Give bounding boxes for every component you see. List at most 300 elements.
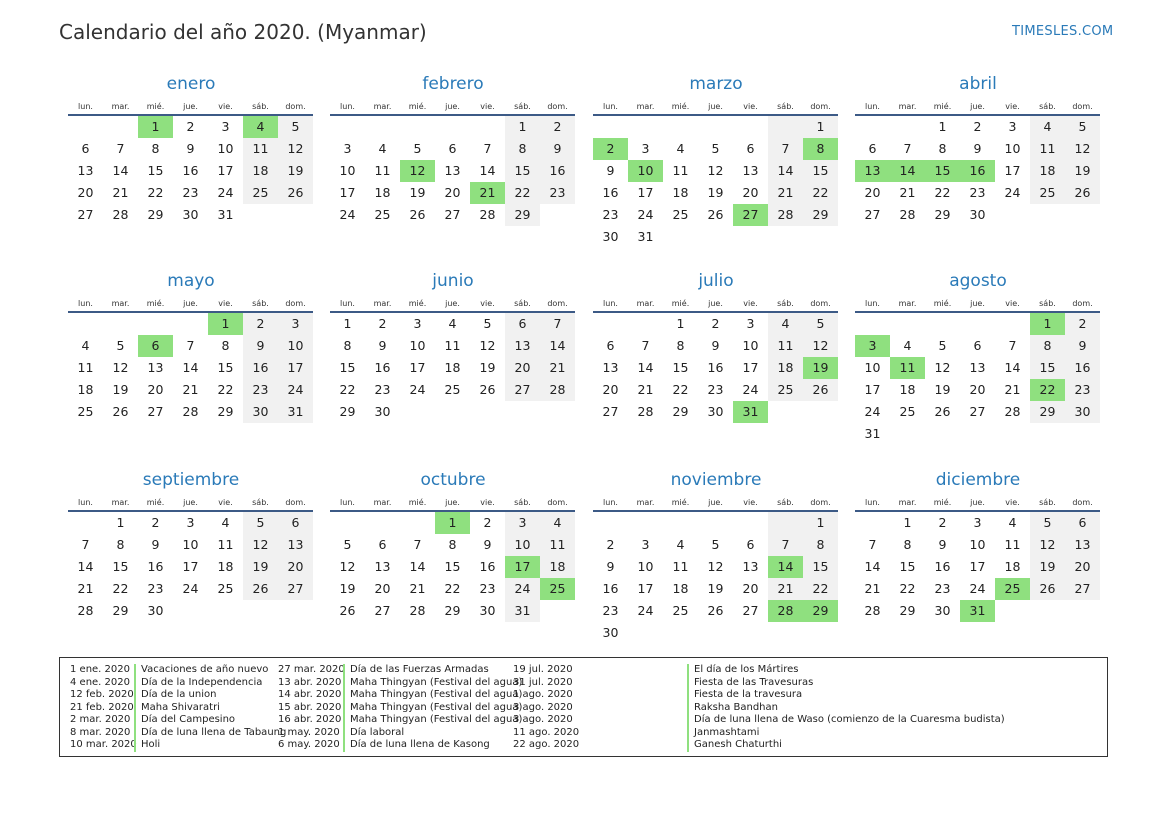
weekday-header: vie. (470, 96, 505, 116)
weekday-header: lun. (855, 492, 890, 512)
day-cell: 31 (278, 401, 313, 423)
weekday-header: sáb. (1030, 96, 1065, 116)
day-cell: 28 (768, 204, 803, 226)
day-cell: 7 (116, 141, 125, 156)
day-cell: 16 (243, 357, 278, 379)
holiday-name: Maha Thingyan (Festival del agua) (343, 714, 522, 727)
holiday-name: Holi (134, 739, 286, 752)
holiday-date: 21 feb. 2020 (70, 701, 134, 713)
day-cell: 26 (1030, 578, 1065, 600)
day-cell: 26 (339, 603, 356, 618)
empty-day-cell (628, 313, 663, 335)
day-cell: 31 (864, 426, 881, 441)
day-cell: 23 (479, 581, 496, 596)
month-days-grid (593, 492, 839, 644)
day-cell: 24 (409, 382, 426, 397)
day-cell: 24 (637, 603, 654, 618)
day-cell: 29 (803, 204, 838, 226)
month-days-grid (330, 96, 576, 226)
day-cell: 2 (243, 313, 278, 335)
day-cell: 2 (973, 119, 982, 134)
day-cell: 28 (1004, 404, 1021, 419)
weekday-header: mié. (663, 492, 698, 512)
month-days-grid (68, 96, 314, 226)
day-cell: 20 (1065, 556, 1100, 578)
day-cell: 11 (243, 138, 278, 160)
day-cell: 14 (77, 559, 94, 574)
day-cell: 13 (278, 534, 313, 556)
weekday-header: lun. (855, 96, 890, 116)
month-name: abril (959, 74, 997, 94)
day-cell: 15 (217, 360, 234, 375)
day-cell: 7 (1008, 338, 1017, 353)
weekday-header: dom. (540, 293, 575, 313)
holiday-day-cell: 25 (540, 578, 575, 600)
day-cell: 23 (602, 603, 619, 618)
day-cell: 31 (217, 207, 234, 222)
weekday-header: mar. (103, 492, 138, 512)
day-cell: 21 (768, 182, 803, 204)
day-cell: 22 (112, 581, 129, 596)
day-cell: 25 (672, 603, 689, 618)
day-cell: 10 (278, 335, 313, 357)
day-cell: 26 (803, 379, 838, 401)
day-cell: 31 (637, 229, 654, 244)
weekday-header: mié. (925, 293, 960, 313)
day-cell: 4 (221, 515, 230, 530)
day-cell: 17 (742, 360, 759, 375)
day-cell: 13 (77, 163, 94, 178)
day-cell: 23 (243, 379, 278, 401)
month-name: enero (166, 74, 216, 94)
day-cell: 12 (112, 360, 129, 375)
holiday-day-cell: 21 (470, 182, 505, 204)
day-cell: 8 (448, 537, 457, 552)
day-cell: 13 (374, 559, 391, 574)
day-cell: 24 (505, 578, 540, 600)
weekday-header: jue. (173, 96, 208, 116)
weekday-header: sáb. (243, 492, 278, 512)
day-cell: 1 (343, 316, 352, 331)
day-cell: 8 (1030, 335, 1065, 357)
weekday-header: jue. (960, 492, 995, 512)
weekday-header: vie. (733, 492, 768, 512)
day-cell: 5 (938, 338, 947, 353)
empty-day-cell (593, 512, 628, 534)
day-cell: 28 (77, 603, 94, 618)
day-cell: 9 (606, 559, 615, 574)
day-cell: 21 (1004, 382, 1021, 397)
weekday-header: dom. (540, 492, 575, 512)
day-cell: 1 (505, 116, 540, 138)
day-cell: 21 (182, 382, 199, 397)
day-cell: 20 (278, 556, 313, 578)
holiday-day-cell: 11 (890, 357, 925, 379)
weekday-header: vie. (208, 293, 243, 313)
empty-day-cell (855, 512, 890, 534)
month-abril (855, 72, 1101, 226)
day-cell: 12 (243, 534, 278, 556)
holiday-date: 8 mar. 2020 (70, 726, 131, 738)
day-cell: 10 (217, 141, 234, 156)
day-cell: 26 (409, 207, 426, 222)
weekday-header: vie. (208, 96, 243, 116)
weekday-header: dom. (540, 96, 575, 116)
weekday-header: dom. (803, 492, 838, 512)
month-days-grid (855, 293, 1101, 445)
day-cell: 10 (864, 360, 881, 375)
month-septiembre (68, 468, 314, 622)
holiday-date: 1 ago. 2020 (513, 689, 573, 700)
day-cell: 29 (672, 404, 689, 419)
day-cell: 21 (77, 581, 94, 596)
day-cell: 12 (934, 360, 951, 375)
holiday-day-cell: 29 (803, 600, 838, 622)
weekday-header: lun. (68, 492, 103, 512)
day-cell: 6 (868, 141, 877, 156)
day-cell: 1 (803, 116, 838, 138)
day-cell: 24 (182, 581, 199, 596)
empty-day-cell (68, 116, 103, 138)
holiday-date: 27 mar. 2020 (278, 664, 345, 675)
weekday-header: vie. (470, 293, 505, 313)
weekday-header: sáb. (768, 293, 803, 313)
weekday-header: mié. (138, 293, 173, 313)
holiday-date: 3 ago. 2020 (513, 701, 573, 713)
day-cell: 9 (483, 537, 492, 552)
day-cell: 28 (182, 404, 199, 419)
day-cell: 6 (746, 141, 755, 156)
day-cell: 24 (637, 207, 654, 222)
month-agosto (855, 269, 1101, 445)
weekday-header: mar. (628, 96, 663, 116)
day-cell: 5 (803, 313, 838, 335)
day-cell: 19 (339, 581, 356, 596)
day-cell: 16 (602, 581, 619, 596)
day-cell: 6 (448, 141, 457, 156)
holiday-day-cell: 28 (768, 600, 803, 622)
day-cell: 16 (1065, 357, 1100, 379)
weekday-header: jue. (960, 96, 995, 116)
day-cell: 11 (1030, 138, 1065, 160)
day-cell: 8 (505, 138, 540, 160)
day-cell: 23 (540, 182, 575, 204)
day-cell: 26 (707, 603, 724, 618)
day-cell: 9 (711, 338, 720, 353)
day-cell: 11 (768, 335, 803, 357)
day-cell: 22 (672, 382, 689, 397)
empty-day-cell (138, 313, 173, 335)
holiday-legend (59, 657, 1108, 757)
day-cell: 6 (746, 537, 755, 552)
empty-day-cell (960, 313, 995, 335)
day-cell: 3 (343, 141, 352, 156)
weekday-header: jue. (960, 293, 995, 313)
day-cell: 27 (505, 379, 540, 401)
empty-day-cell (733, 512, 768, 534)
empty-day-cell (890, 116, 925, 138)
holiday-name: Maha Thingyan (Festival del agua) (343, 689, 522, 702)
day-cell: 10 (182, 537, 199, 552)
day-cell: 19 (1065, 160, 1100, 182)
holiday-dates-col-1 (70, 664, 137, 752)
day-cell: 17 (409, 360, 426, 375)
day-cell: 8 (151, 141, 160, 156)
day-cell: 2 (1065, 313, 1100, 335)
day-cell: 13 (742, 559, 759, 574)
holiday-day-cell: 14 (890, 160, 925, 182)
weekday-header: mar. (103, 96, 138, 116)
day-cell: 16 (147, 559, 164, 574)
empty-day-cell (733, 116, 768, 138)
day-cell: 21 (409, 581, 426, 596)
day-cell: 4 (1030, 116, 1065, 138)
day-cell: 10 (637, 559, 654, 574)
day-cell: 15 (1030, 357, 1065, 379)
holiday-date: 15 abr. 2020 (278, 701, 342, 713)
day-cell: 5 (413, 141, 422, 156)
day-cell: 10 (339, 163, 356, 178)
day-cell: 27 (864, 207, 881, 222)
day-cell: 17 (637, 185, 654, 200)
holiday-date: 4 ene. 2020 (70, 676, 130, 688)
holiday-date: 10 mar. 2020 (70, 739, 137, 750)
day-cell: 6 (278, 512, 313, 534)
day-cell: 8 (676, 338, 685, 353)
holiday-name: Día laboral (343, 727, 522, 740)
day-cell: 7 (768, 138, 803, 160)
day-cell: 1 (938, 119, 947, 134)
day-cell: 3 (413, 316, 422, 331)
holiday-name: Ganesh Chaturthi (687, 739, 1005, 752)
month-days-grid (855, 492, 1101, 622)
month-days-grid (855, 96, 1101, 226)
day-cell: 18 (768, 357, 803, 379)
day-cell: 27 (77, 207, 94, 222)
day-cell: 29 (899, 603, 916, 618)
holiday-name: Maha Thingyan (Festival del agua) (343, 677, 522, 690)
day-cell: 20 (505, 357, 540, 379)
holiday-names-col-1 (134, 664, 286, 752)
day-cell: 10 (409, 338, 426, 353)
day-cell: 15 (803, 556, 838, 578)
day-cell: 8 (903, 537, 912, 552)
holiday-names-col-2 (343, 664, 522, 752)
holiday-name: Día de luna llena de Kasong (343, 739, 522, 752)
day-cell: 4 (448, 316, 457, 331)
day-cell: 22 (803, 182, 838, 204)
day-cell: 16 (374, 360, 391, 375)
day-cell: 22 (934, 185, 951, 200)
day-cell: 15 (112, 559, 129, 574)
day-cell: 8 (938, 141, 947, 156)
day-cell: 23 (182, 185, 199, 200)
day-cell: 22 (217, 382, 234, 397)
day-cell: 4 (676, 537, 685, 552)
day-cell: 20 (602, 382, 619, 397)
day-cell: 16 (707, 360, 724, 375)
weekday-header: mar. (628, 293, 663, 313)
day-cell: 28 (864, 603, 881, 618)
day-cell: 17 (339, 185, 356, 200)
weekday-header: mar. (365, 293, 400, 313)
day-cell: 3 (641, 141, 650, 156)
day-cell: 20 (969, 382, 986, 397)
month-name: octubre (420, 470, 486, 490)
day-cell: 12 (278, 138, 313, 160)
empty-day-cell (103, 313, 138, 335)
day-cell: 24 (969, 581, 986, 596)
day-cell: 3 (641, 537, 650, 552)
day-cell: 7 (540, 313, 575, 335)
weekday-header: mar. (365, 96, 400, 116)
day-cell: 2 (378, 316, 387, 331)
day-cell: 18 (540, 556, 575, 578)
holiday-dates-col-2 (278, 664, 345, 752)
day-cell: 29 (217, 404, 234, 419)
weekday-header: lun. (68, 96, 103, 116)
day-cell: 24 (1004, 185, 1021, 200)
day-cell: 30 (182, 207, 199, 222)
weekday-header: lun. (68, 293, 103, 313)
holiday-name: Día del Campesino (134, 714, 286, 727)
day-cell: 17 (864, 382, 881, 397)
weekday-header: vie. (470, 492, 505, 512)
day-cell: 7 (768, 534, 803, 556)
empty-day-cell (925, 313, 960, 335)
day-cell: 17 (278, 357, 313, 379)
day-cell: 27 (374, 603, 391, 618)
weekday-header: jue. (173, 492, 208, 512)
day-cell: 17 (217, 163, 234, 178)
day-cell: 31 (505, 600, 540, 622)
day-cell: 9 (186, 141, 195, 156)
holiday-day-cell: 16 (960, 160, 995, 182)
day-cell: 10 (742, 338, 759, 353)
empty-day-cell (663, 116, 698, 138)
weekday-header: lun. (855, 293, 890, 313)
day-cell: 6 (1065, 512, 1100, 534)
day-cell: 11 (217, 537, 234, 552)
day-cell: 17 (637, 581, 654, 596)
day-cell: 19 (934, 382, 951, 397)
day-cell: 18 (217, 559, 234, 574)
weekday-header: mar. (890, 293, 925, 313)
day-cell: 7 (81, 537, 90, 552)
day-cell: 19 (112, 382, 129, 397)
weekday-header: lun. (593, 293, 628, 313)
month-days-grid (68, 293, 314, 423)
empty-day-cell (593, 313, 628, 335)
weekday-header: vie. (733, 293, 768, 313)
day-cell: 8 (343, 338, 352, 353)
weekday-header: jue. (435, 96, 470, 116)
brand-link[interactable]: TIMESLES.COM (1012, 24, 1114, 39)
month-diciembre (855, 468, 1101, 622)
day-cell: 15 (339, 360, 356, 375)
day-cell: 21 (864, 581, 881, 596)
day-cell: 15 (899, 559, 916, 574)
day-cell: 14 (182, 360, 199, 375)
month-days-grid (68, 492, 314, 622)
day-cell: 30 (479, 603, 496, 618)
month-junio (330, 269, 576, 423)
empty-day-cell (173, 313, 208, 335)
day-cell: 27 (278, 578, 313, 600)
day-cell: 30 (602, 625, 619, 640)
day-cell: 6 (378, 537, 387, 552)
day-cell: 17 (969, 559, 986, 574)
day-cell: 23 (147, 581, 164, 596)
day-cell: 30 (934, 603, 951, 618)
day-cell: 25 (899, 404, 916, 419)
day-cell: 28 (540, 379, 575, 401)
weekday-header: dom. (278, 293, 313, 313)
day-cell: 20 (444, 185, 461, 200)
empty-day-cell (435, 116, 470, 138)
weekday-header: lun. (330, 293, 365, 313)
holiday-date: 14 abr. 2020 (278, 689, 342, 700)
holiday-day-cell: 19 (803, 357, 838, 379)
day-cell: 2 (186, 119, 195, 134)
day-cell: 3 (505, 512, 540, 534)
month-febrero (330, 72, 576, 226)
day-cell: 9 (540, 138, 575, 160)
holiday-name: Día de las Fuerzas Armadas (343, 664, 522, 677)
holiday-date: 19 jul. 2020 (513, 664, 573, 675)
day-cell: 6 (81, 141, 90, 156)
holiday-name: Día de la union (134, 689, 286, 702)
day-cell: 2 (711, 316, 720, 331)
day-cell: 29 (147, 207, 164, 222)
holiday-dates-col-3 (513, 664, 579, 752)
day-cell: 5 (343, 537, 352, 552)
holiday-day-cell: 17 (505, 556, 540, 578)
day-cell: 22 (803, 578, 838, 600)
weekday-header: jue. (435, 293, 470, 313)
day-cell: 11 (540, 534, 575, 556)
day-cell: 23 (969, 185, 986, 200)
day-cell: 13 (969, 360, 986, 375)
day-cell: 4 (378, 141, 387, 156)
month-name: noviembre (670, 470, 762, 490)
holiday-name: Raksha Bandhan (687, 702, 1005, 715)
day-cell: 4 (540, 512, 575, 534)
empty-day-cell (330, 116, 365, 138)
weekday-header: vie. (208, 492, 243, 512)
day-cell: 12 (339, 559, 356, 574)
holiday-day-cell: 10 (628, 160, 663, 182)
holiday-date: 22 ago. 2020 (513, 739, 580, 750)
day-cell: 12 (1030, 534, 1065, 556)
weekday-header: sáb. (243, 96, 278, 116)
holiday-day-cell: 31 (960, 600, 995, 622)
day-cell: 18 (444, 360, 461, 375)
day-cell: 18 (672, 581, 689, 596)
month-name: mayo (167, 271, 215, 291)
empty-day-cell (593, 116, 628, 138)
day-cell: 18 (1030, 160, 1065, 182)
weekday-header: mié. (138, 96, 173, 116)
weekday-header: mar. (890, 492, 925, 512)
day-cell: 21 (112, 185, 129, 200)
weekday-header: sáb. (243, 293, 278, 313)
month-days-grid (330, 293, 576, 423)
day-cell: 3 (746, 316, 755, 331)
day-cell: 7 (413, 537, 422, 552)
day-cell: 29 (1030, 401, 1065, 423)
day-cell: 25 (243, 182, 278, 204)
